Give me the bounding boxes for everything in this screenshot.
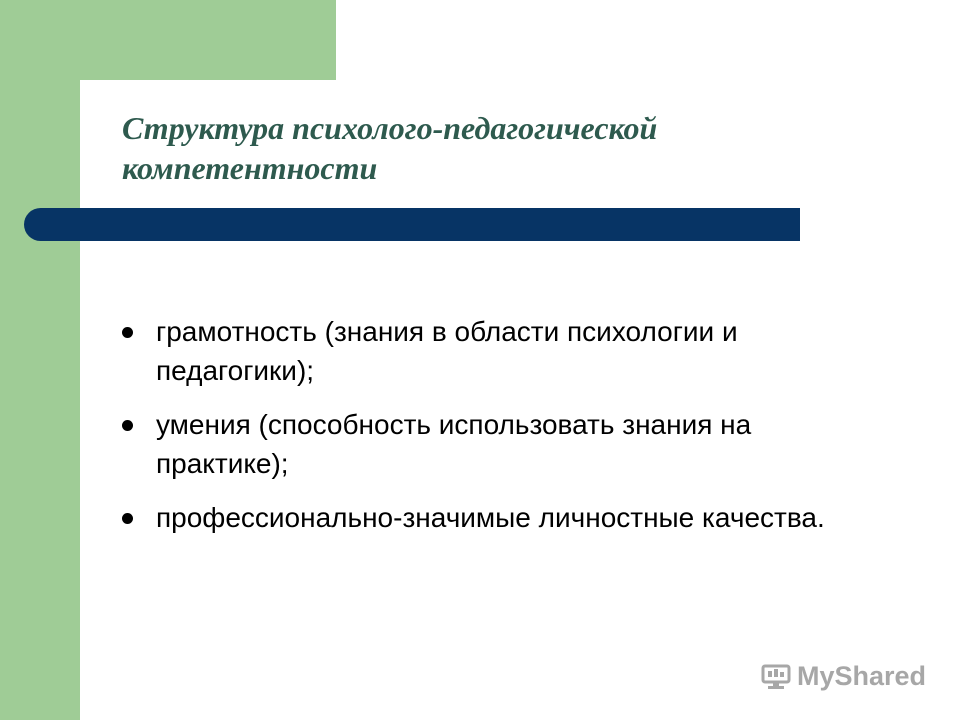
bullet-item <box>120 312 860 390</box>
bullet-dot-icon <box>122 327 133 338</box>
bullet-dot-icon <box>122 513 133 524</box>
bullet-dot-icon <box>122 420 133 431</box>
bullet-item <box>120 498 860 537</box>
bullet-text: умения (способность использовать знания на практике); <box>156 409 752 479</box>
monitor-icon <box>761 663 791 691</box>
bullet-text: профессионально-значимые личностные качества. <box>156 502 825 533</box>
bullet-text: грамотность (знания в области психологии и педагогики); <box>156 316 738 386</box>
watermark-logo <box>761 661 926 692</box>
watermark-text: MyShared <box>796 661 926 691</box>
green-top-decoration <box>0 0 336 80</box>
bullet-list <box>120 312 860 552</box>
title-underline-bar <box>24 208 800 241</box>
slide-title: Структура психолого-педагогической компетентности <box>122 110 658 186</box>
bullet-item <box>120 405 860 483</box>
green-side-decoration <box>0 0 80 720</box>
